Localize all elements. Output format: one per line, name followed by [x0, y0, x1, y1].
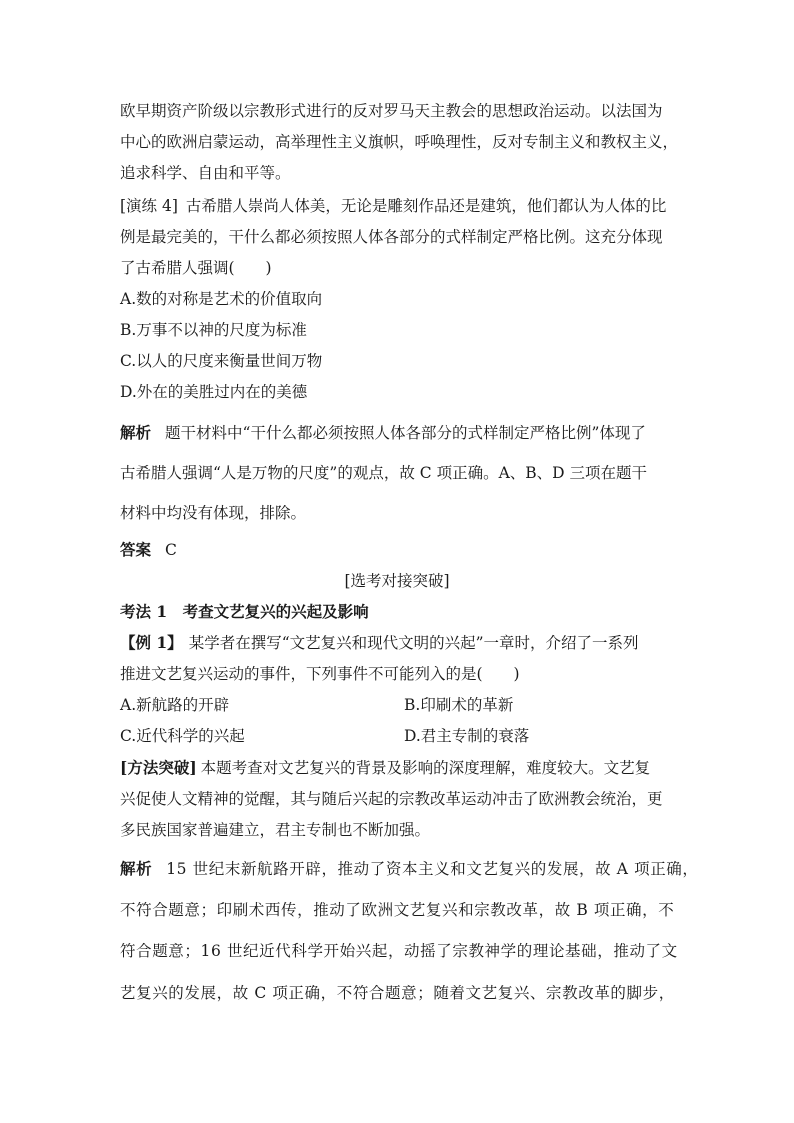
exercise4-option-b: B.万事不以神的尺度为标准 — [120, 321, 307, 339]
intro-line-2: 中心的欧洲启蒙运动，高举理性主义旗帜，呼唤理性，反对专制主义和教权主义， — [120, 133, 679, 151]
method-tip-line-1 — [120, 758, 650, 778]
exercise4-line-3: 了古希腊人强调( ) — [120, 259, 272, 277]
method-tip-line-2: 兴促使人文精神的觉醒，其与随后兴起的宗教改革运动冲击了欧洲教会统治，更 — [120, 790, 663, 808]
example1-analysis-line-3: 符合题意；16 世纪近代科学开始兴起，动摇了宗教神学的理论基础，推动了文 — [120, 942, 678, 960]
exercise4-label: [演练 4] — [120, 197, 178, 215]
method-tip-label: [方法突破] — [120, 758, 197, 777]
example1-text-1: 某学者在撰写“文艺复兴和现代文明的兴起”一章时，介绍了一系列 — [188, 634, 639, 652]
method-tip-text-1: 本题考查对文艺复兴的背景及影响的深度理解，难度较大。文艺复 — [200, 759, 651, 777]
exercise4-analysis-text-1: 题干材料中“干什么都必须按照人体各部分的式样制定严格比例”体现了 — [165, 424, 646, 442]
intro-line-1: 欧早期资产阶级以宗教形式进行的反对罗马天主教会的思想政治运动。以法国为 — [120, 102, 663, 120]
example1-line-1 — [120, 633, 639, 653]
exercise4-answer-line — [120, 540, 177, 560]
exercise4-text-1: 古希腊人崇尚人体美，无论是雕刻作品还是建筑，他们都认为人体的比 — [185, 197, 667, 215]
exercise4-option-c: C.以人的尺度来衡量世间万物 — [120, 352, 323, 370]
method-tip-line-3: 多民族国家普遍建立，君主专制也不断加强。 — [120, 821, 431, 839]
example1-label: 【例 1】 — [120, 633, 183, 652]
section-title: [选考对接突破] — [344, 572, 450, 590]
example1-analysis-label: 解析 — [120, 859, 153, 878]
exercise4-analysis-label: 解析 — [120, 423, 152, 442]
method1-heading: 考法 1 考查文艺复兴的兴起及影响 — [120, 602, 369, 621]
example1-analysis-line-2: 不符合题意；印刷术西传，推动了欧洲文艺复兴和宗教改革，故 B 项正确，不 — [120, 901, 675, 919]
exercise4-option-d: D.外在的美胜过内在的美德 — [120, 383, 308, 401]
example1-analysis-line-4: 艺复兴的发展，故 C 项正确，不符合题意；随着文艺复兴、宗教改革的脚步， — [120, 984, 675, 1002]
example1-analysis-text-1: 15 世纪末新航路开辟，推动了资本主义和文艺复兴的发展，故 A 项正确， — [166, 860, 699, 878]
exercise4-answer: C — [165, 541, 177, 559]
exercise4-option-a: A.数的对称是艺术的价值取向 — [120, 290, 323, 308]
intro-line-3: 追求科学、自由和平等。 — [120, 164, 291, 182]
example1-line-2: 推进文艺复兴运动的事件，下列事件不可能列入的是( ) — [120, 665, 520, 683]
exercise4-line-1 — [120, 196, 666, 216]
example1-option-c: C.近代科学的兴起 — [120, 727, 245, 745]
example1-option-b: B.印刷术的革新 — [404, 696, 514, 714]
exercise4-analysis-line-1 — [120, 423, 646, 443]
example1-option-d: D.君主专制的衰落 — [404, 727, 530, 745]
example1-analysis-line-1 — [120, 859, 699, 879]
example1-option-a: A.新航路的开辟 — [120, 696, 230, 714]
exercise4-analysis-line-2: 古希腊人强调“人是万物的尺度”的观点，故 C 项正确。A、B、D 三项在题干 — [120, 464, 648, 482]
exercise4-analysis-line-3: 材料中均没有体现，排除。 — [120, 504, 307, 522]
exercise4-answer-label: 答案 — [120, 540, 152, 559]
exercise4-line-2: 例是最完美的，干什么都必须按照人体各部分的式样制定严格比例。这充分体现 — [120, 228, 663, 246]
